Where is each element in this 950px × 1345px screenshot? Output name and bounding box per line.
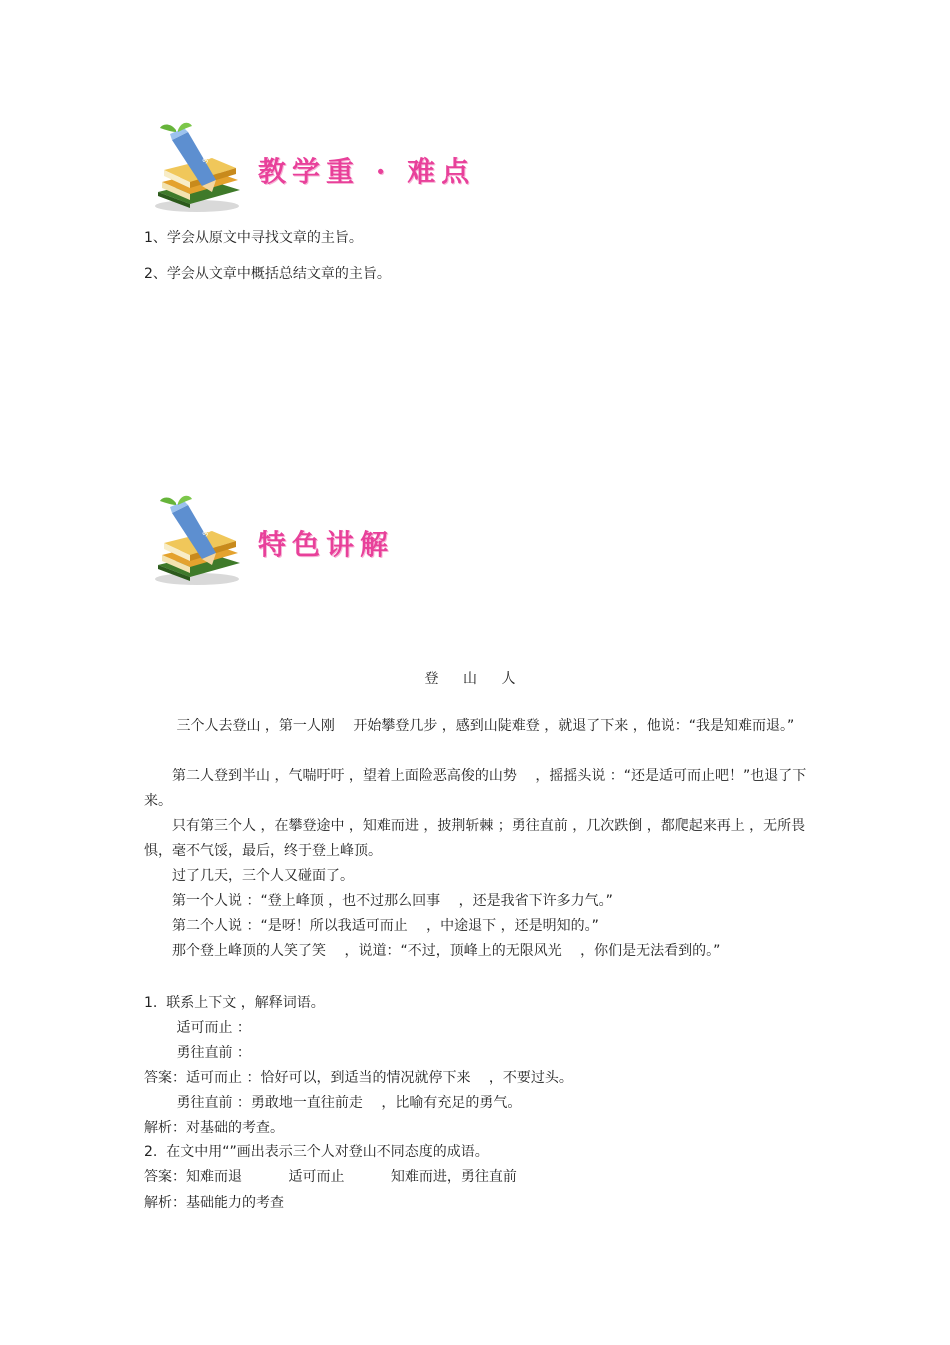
story-paragraph: 三个人去登山 ，第一人刚 开始攀登几步 ，感到山陡难登 ，就退了下来 ，他说：“我是知难而退。” <box>144 718 795 734</box>
book-stack-pencil-icon <box>150 495 245 587</box>
answer-line: 答案：知难而退 适可而止 知难而进，勇往直前 <box>144 1169 517 1185</box>
answer-line: 答案：适可而止 ：恰好可以，到适当的情况就停下来 ，不要过头。 <box>144 1070 573 1086</box>
analysis-line: 解析：基础能力的考查 <box>144 1195 284 1211</box>
story-paragraph: 第一个人说 ：“登上峰顶 ，也不过那么回事 ，还是我省下许多力气。” <box>144 893 613 909</box>
story-paragraph: 过了几天，三个人又碰面了。 <box>144 868 354 884</box>
story-paragraph: 第二个人说 ：“是呀！所以我适可而止 ，中途退下 ，还是明知的。” <box>144 918 599 934</box>
section-title: 特色讲解 <box>258 528 395 561</box>
analysis-line: 解析：对基础的考查。 <box>144 1120 284 1136</box>
section-header-explanation <box>150 495 490 590</box>
book-stack-pencil-icon <box>150 122 245 214</box>
question-line: 1. 联系上下文 ，解释词语。 <box>144 995 325 1011</box>
key-point-item: 1、学会从原文中寻找文章的主旨。 <box>144 230 363 246</box>
story-paragraph: 只有第三个人 ，在攀登途中 ，知难而进 ，披荆斩棘 ；勇往直前 ，几次跌倒 ，都爬起来再上 ，无所畏惧，毫不气馁，最后，终于登上峰顶。 <box>144 818 806 859</box>
question-line: 勇往直前 ： <box>144 1045 251 1061</box>
story-paragraph: 那个登上峰顶的人笑了笑 ，说道：“不过，顶峰上的无限风光 ，你们是无法看到的。” <box>144 943 721 959</box>
section-title: 教学重 · 难点 <box>258 155 476 188</box>
question-line: 2. 在文中用“”画出表示三个人对登山不同态度的成语。 <box>144 1144 489 1160</box>
question-line: 适可而止 ： <box>144 1020 251 1036</box>
answer-line: 勇往直前 ：勇敢地一直往前走 ，比喻有充足的勇气。 <box>144 1095 522 1111</box>
story-title: 登 山 人 <box>424 671 526 687</box>
story-paragraph: 第二人登到半山 ，气喘吁吁 ，望着上面险恶高俊的山势 ，摇摇头说 ：“还是适可而止吧！”也退了下来。 <box>144 768 807 809</box>
key-point-item: 2、学会从文章中概括总结文章的主旨。 <box>144 266 391 282</box>
section-header-key-points <box>150 122 490 217</box>
